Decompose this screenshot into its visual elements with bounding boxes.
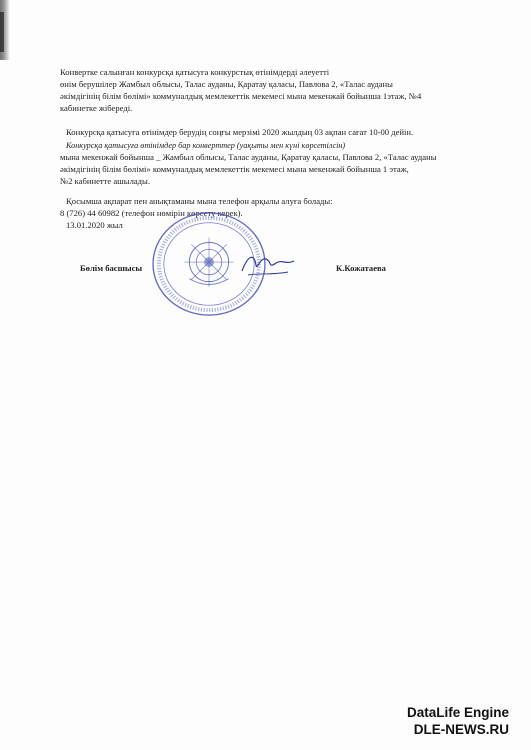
paragraph2-line-3: №2 кабинетте ашылады. bbox=[60, 176, 150, 186]
signatory-title: Бөлім басшысы bbox=[80, 263, 143, 273]
paragraph1-line-3: әкімдігінің білім бөлімі» коммуналдық мемлекеттік мекемесі мына мекенжай бойынша 1этаж, №4 bbox=[60, 91, 422, 101]
watermark-line-2: DLE-NEWS.RU bbox=[413, 722, 509, 737]
watermark-line-1: DataLife Engine bbox=[406, 705, 509, 720]
handwritten-signature bbox=[238, 245, 298, 281]
signatory-name: К.Кожатаева bbox=[336, 263, 386, 273]
date-text: 13.01.2020 жыл bbox=[66, 220, 123, 230]
paragraph1-line-4: кабинетке жібереді. bbox=[60, 103, 133, 113]
envelopes-italic-line: Конкурсқа қатысуға өтінімдер бар конверттер (уақыты мен күні көрсетілсін) bbox=[66, 141, 346, 150]
paragraph1-line-1: Конвертке салынған конкурсқа қатысуға конкурстық өтінімдерді әлеуетті bbox=[60, 67, 330, 77]
phone-text: 8 (726) 44 60982 (телефон нөмірін көрсету керек). bbox=[60, 208, 243, 218]
paragraph1-line-2: өнім берушілер Жамбыл облысы, Талас ауданы, Қаратау қаласы, Павлова 2, «Талас ауданы bbox=[60, 79, 393, 89]
scan-edge-mark bbox=[0, 12, 4, 52]
paragraph2-line-2: әкімдігінің білім бөлімі» коммуналдық мемлекеттік мекемесі мына мекенжай бойынша 1 этаж, bbox=[60, 164, 409, 174]
deadline-text: Конкурсқа қатысуға өтінімдер берудің соңғы мерзімі 2020 жылдың 03 ақпан сағат 10-00 дейін. bbox=[66, 127, 414, 137]
paragraph2-line-1: мына мекенжай бойынша _ Жамбыл облысы, Талас ауданы, Қаратау қаласы, Павлова 2, «Талас ауданы bbox=[60, 152, 437, 162]
additional-info-text: Қосымша ақпарат пен анықтаманы мына телефон арқылы алуға болады: bbox=[66, 196, 333, 206]
